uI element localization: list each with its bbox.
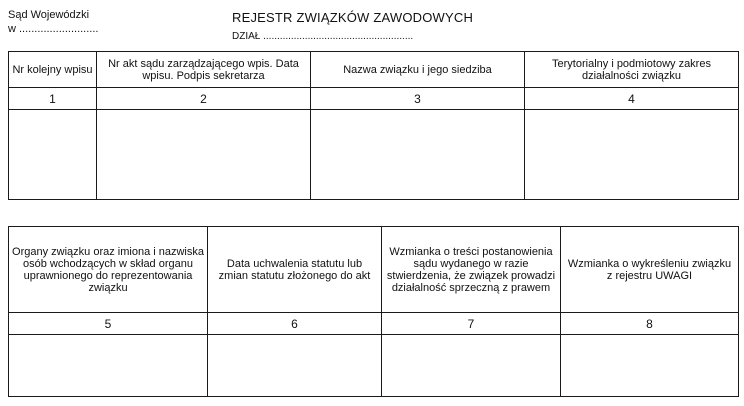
column-number-1: 1 — [9, 88, 97, 110]
register-title: REJESTR ZWIĄZKÓW ZAWODOWYCH — [232, 10, 474, 25]
entry-cell-4[interactable] — [525, 110, 739, 200]
entry-cell-1[interactable] — [9, 110, 97, 200]
court-label: Sąd Wojewódzki — [8, 9, 90, 21]
entry-cell-6[interactable] — [208, 335, 382, 397]
entry-cell-3[interactable] — [311, 110, 525, 200]
register-table-bottom — [8, 226, 739, 397]
court-place: w .......................... — [8, 23, 99, 35]
header-cell-statute-date: Data uchwalenia statutu lub zmian statutu złożonego do akt — [208, 227, 382, 313]
entry-cell-5[interactable] — [9, 335, 208, 397]
column-number-4: 4 — [525, 88, 739, 110]
header-cell-scope: Terytorialny i podmiotowy zakres działalności związku — [525, 52, 739, 88]
header-cell-court-file: Nr akt sądu zarządzającego wpis. Data wpisu. Podpis sekretarza — [97, 52, 311, 88]
entry-cell-2[interactable] — [97, 110, 311, 200]
column-number-5: 5 — [9, 313, 208, 335]
column-number-3: 3 — [311, 88, 525, 110]
header-cell-entry-number: Nr kolejny wpisu — [9, 52, 97, 88]
entry-cell-7[interactable] — [382, 335, 561, 397]
column-number-2: 2 — [97, 88, 311, 110]
column-number-8: 8 — [561, 313, 739, 335]
header-cell-court-decision: Wzmianka o treści postanowienia sądu wydanego w razie stwierdzenia, że związek prowadzi działalność sprzeczną z prawem — [382, 227, 561, 313]
column-number-6: 6 — [208, 313, 382, 335]
header-cell-deletion-remarks: Wzmianka o wykreśleniu związku z rejestru UWAGI — [561, 227, 739, 313]
section-field: DZIAŁ ...................................................... — [232, 31, 414, 42]
header-cell-union-organs: Organy związku oraz imiona i nazwiska osób wchodzących w skład organu uprawnionego do reprezentowania związku — [9, 227, 208, 313]
header-cell-union-name: Nazwa związku i jego siedziba — [311, 52, 525, 88]
court-header — [8, 8, 98, 36]
register-table-top — [8, 51, 739, 200]
entry-cell-8[interactable] — [561, 335, 739, 397]
column-number-7: 7 — [382, 313, 561, 335]
